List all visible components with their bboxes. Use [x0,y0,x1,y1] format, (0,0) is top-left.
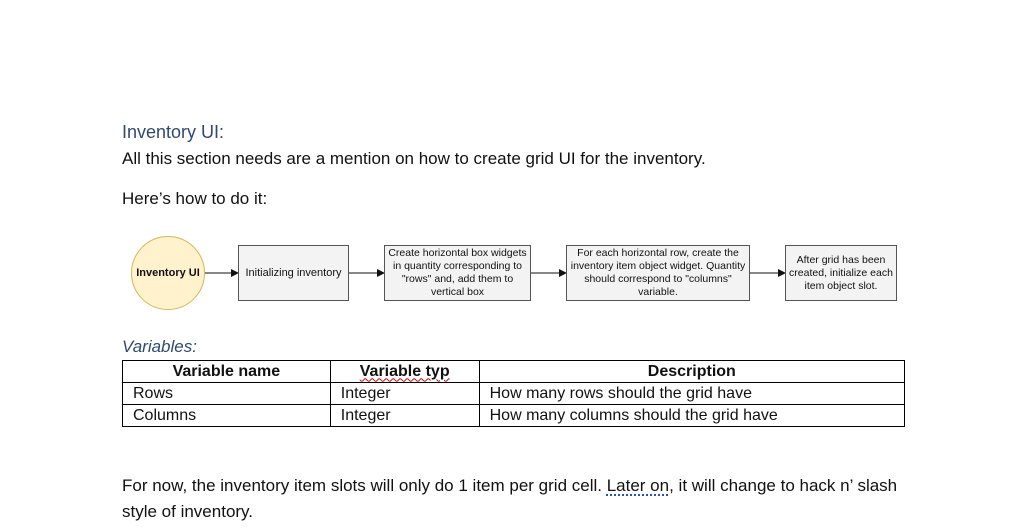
cell-description: How many rows should the grid have [479,383,904,405]
node-label: Initializing inventory [245,266,342,279]
node-create-item-widgets [566,245,750,301]
section-heading: Inventory UI: [122,122,225,142]
node-label: For each horizontal row, create the inventory item object widget. Quantity should correspond to "columns" variable. [570,247,746,298]
variables-heading: Variables: [122,337,197,356]
cell-variable-type: Integer [330,405,479,427]
node-label: After grid has been created, initialize each item object slot. [789,253,893,292]
node-label: Inventory UI [136,266,200,279]
column-header-variable-name: Variable name [123,361,331,383]
closing-text-underlined: Later on [606,476,670,495]
closing-text-part1: For now, the inventory item slots will only do 1 item per grid cell. [122,476,607,495]
table-row [123,383,905,405]
node-inventory-ui [131,236,205,310]
closing-text-part2: , it will change to hack n’ slash style of inventory. [122,476,898,521]
cell-description: How many columns should the grid have [479,405,904,427]
variables-table [122,360,905,427]
cell-variable-name: Rows [123,383,331,405]
variable-type-header-text: Variable typ [359,362,450,380]
cell-variable-type: Integer [330,383,479,405]
node-label: Create horizontal box widgets in quantity corresponding to "rows" and, add them to vertical box [388,247,527,298]
cell-variable-name: Columns [123,405,331,427]
how-to-paragraph: Here’s how to do it: [122,189,268,208]
column-header-variable-type [330,361,479,383]
table-header-row [123,361,905,383]
closing-paragraph [122,473,912,525]
node-initializing-inventory [238,245,349,301]
intro-paragraph: All this section needs are a mention on how to create grid UI for the inventory. [122,149,706,168]
node-initialize-slots [785,245,897,301]
column-header-description: Description [479,361,904,383]
table-row [123,405,905,427]
node-create-horizontal-boxes [384,245,531,301]
